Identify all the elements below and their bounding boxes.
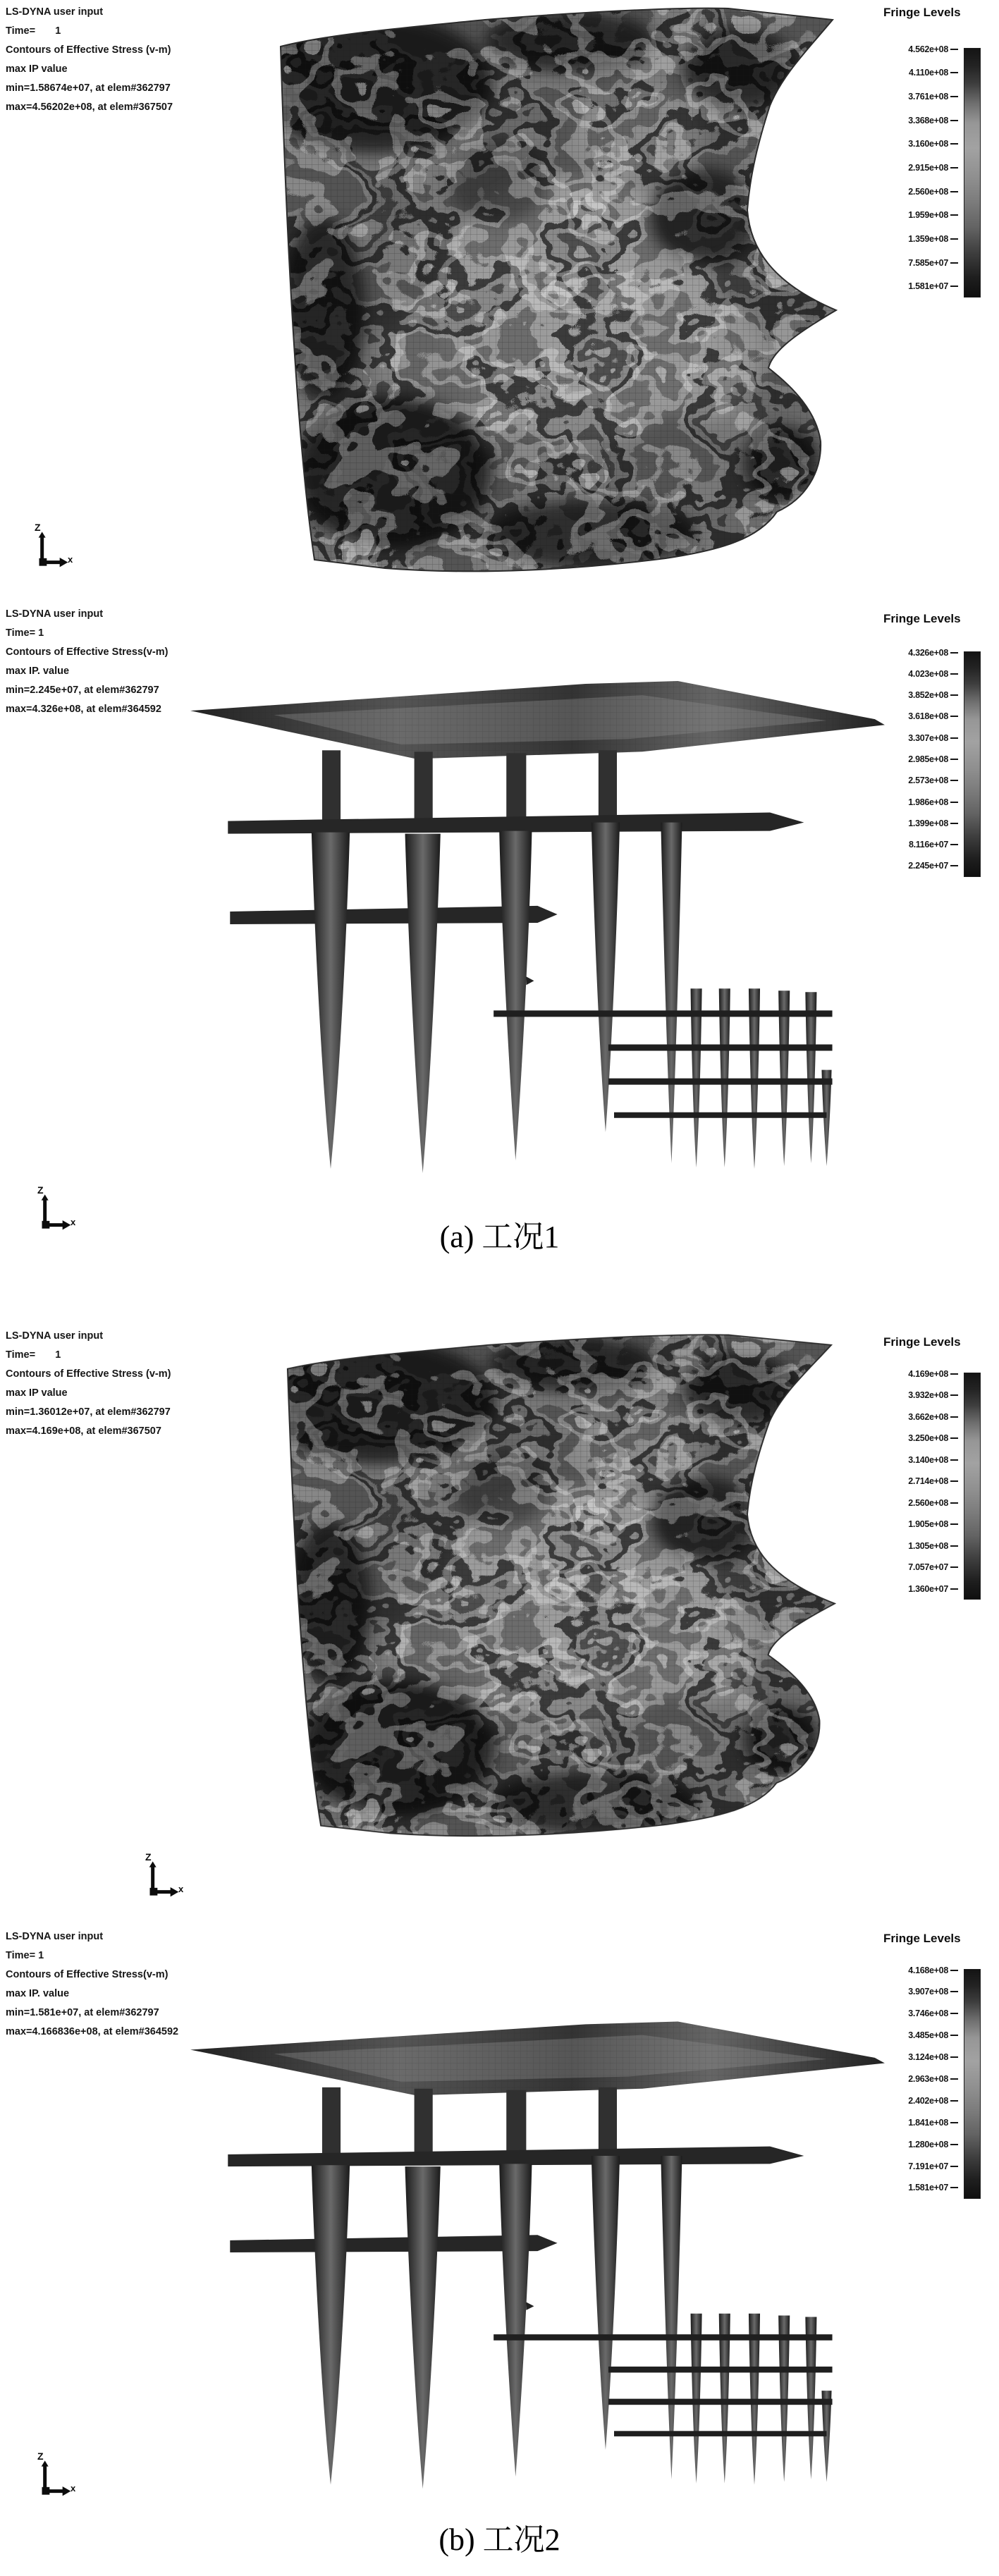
axis-triad-4 bbox=[37, 2452, 80, 2504]
annotation-block-3 bbox=[6, 1327, 245, 1441]
fringe-level-value: 1.905e+08 bbox=[908, 1519, 948, 1529]
fringe-level-value: 1.399e+08 bbox=[908, 818, 948, 828]
fringe-level-row bbox=[883, 1540, 958, 1551]
fringe-level-row bbox=[883, 91, 958, 102]
fringe-level-row bbox=[883, 162, 958, 173]
fringe-level-row bbox=[883, 818, 958, 828]
fringe-level-value: 1.986e+08 bbox=[908, 797, 948, 807]
fringe-level-value: 2.714e+08 bbox=[908, 1476, 948, 1486]
fringe-level-tick-icon bbox=[950, 167, 958, 168]
fringe-level-row bbox=[883, 1583, 958, 1594]
fringe-level-value: 3.250e+08 bbox=[908, 1433, 948, 1443]
pile-stress-model-2 bbox=[189, 2015, 897, 2491]
fringe-level-tick-icon bbox=[950, 2013, 958, 2014]
fringe-level-tick-icon bbox=[950, 2078, 958, 2080]
annotation-line: Time= 1 bbox=[6, 1950, 44, 1961]
fringe-level-value: 3.485e+08 bbox=[908, 2030, 948, 2041]
axis-label-x: x bbox=[71, 2483, 76, 2494]
fringe-level-tick-icon bbox=[950, 2122, 958, 2123]
fringe-level-row bbox=[883, 2095, 958, 2106]
annotation-line: LS-DYNA user input bbox=[6, 608, 104, 620]
fringe-level-tick-icon bbox=[950, 2035, 958, 2036]
fringe-legend-title: Fringe Levels bbox=[883, 612, 961, 625]
axis-label-x: x bbox=[71, 1217, 76, 1227]
fringe-level-tick-icon bbox=[950, 96, 958, 97]
fringe-level-value: 3.618e+08 bbox=[908, 711, 948, 722]
fringe-level-value: 4.023e+08 bbox=[908, 668, 948, 679]
fringe-level-tick-icon bbox=[950, 1991, 958, 1992]
fringe-level-row bbox=[883, 1519, 958, 1530]
fringe-level-value: 1.841e+08 bbox=[908, 2117, 948, 2128]
fringe-legend-2 bbox=[883, 612, 999, 908]
fringe-level-row bbox=[883, 1433, 958, 1444]
axis-triad-icon bbox=[37, 2460, 72, 2498]
fringe-level-row bbox=[883, 711, 958, 722]
annotation-line: min=1.36012e+07, at elem#362797 bbox=[6, 1406, 171, 1418]
axis-label-z: Z bbox=[37, 1184, 44, 1196]
fringe-level-value: 3.761e+08 bbox=[908, 91, 948, 102]
fringe-legend-3 bbox=[883, 1335, 999, 1631]
fringe-level-value: 2.985e+08 bbox=[908, 754, 948, 764]
annotation-line: max=4.56202e+08, at elem#367507 bbox=[6, 102, 173, 113]
fringe-legend-values bbox=[883, 1368, 958, 1594]
fringe-level-row bbox=[883, 234, 958, 245]
fringe-level-tick-icon bbox=[950, 694, 958, 696]
fringe-level-value: 7.057e+07 bbox=[908, 1562, 948, 1572]
fringe-level-value: 3.746e+08 bbox=[908, 2008, 948, 2019]
fringe-level-tick-icon bbox=[950, 823, 958, 824]
fringe-level-row bbox=[883, 44, 958, 54]
fringe-level-value: 2.245e+07 bbox=[908, 861, 948, 871]
axis-label-x: x bbox=[178, 1884, 184, 1894]
fringe-level-value: 3.307e+08 bbox=[908, 732, 948, 743]
fringe-legend-values bbox=[883, 647, 958, 871]
axis-triad-icon bbox=[145, 1861, 180, 1899]
fringe-level-row bbox=[883, 732, 958, 743]
annotation-line: max IP. value bbox=[6, 666, 70, 677]
fringe-level-row bbox=[883, 2030, 958, 2041]
fringe-level-row bbox=[883, 210, 958, 221]
fringe-level-tick-icon bbox=[950, 1459, 958, 1461]
annotation-line: max IP. value bbox=[6, 1988, 70, 1999]
fringe-level-row bbox=[883, 1562, 958, 1573]
axis-label-z: Z bbox=[37, 2451, 44, 2462]
fringe-level-value: 1.959e+08 bbox=[908, 210, 948, 221]
fringe-level-tick-icon bbox=[950, 1373, 958, 1375]
fringe-level-row bbox=[883, 139, 958, 149]
fringe-level-row bbox=[883, 647, 958, 658]
fringe-level-row bbox=[883, 115, 958, 125]
axis-label-z: Z bbox=[35, 522, 41, 533]
axis-triad-icon bbox=[34, 532, 69, 570]
fringe-level-row bbox=[883, 754, 958, 764]
fringe-legend-1 bbox=[883, 6, 999, 302]
axis-label-z: Z bbox=[145, 1851, 152, 1863]
fringe-level-value: 1.359e+08 bbox=[908, 234, 948, 244]
fringe-level-row bbox=[883, 186, 958, 197]
fringe-level-tick-icon bbox=[950, 238, 958, 240]
fringe-level-tick-icon bbox=[950, 1480, 958, 1482]
hull-stress-model-1 bbox=[274, 6, 838, 584]
fringe-level-row bbox=[883, 1411, 958, 1422]
fringe-colorbar bbox=[964, 48, 981, 298]
fringe-level-tick-icon bbox=[950, 1588, 958, 1590]
fringe-level-row bbox=[883, 2073, 958, 2084]
fringe-level-value: 3.124e+08 bbox=[908, 2052, 948, 2063]
fringe-level-value: 3.932e+08 bbox=[908, 1390, 948, 1400]
fringe-level-value: 2.915e+08 bbox=[908, 162, 948, 173]
annotation-line: LS-DYNA user input bbox=[6, 1330, 104, 1342]
fringe-level-tick-icon bbox=[950, 865, 958, 866]
fringe-level-row bbox=[883, 1497, 958, 1508]
fringe-level-tick-icon bbox=[950, 802, 958, 803]
fringe-level-row bbox=[883, 2161, 958, 2171]
fringe-level-tick-icon bbox=[950, 759, 958, 760]
annotation-line: min=1.581e+07, at elem#362797 bbox=[6, 2007, 159, 2018]
fringe-level-tick-icon bbox=[950, 191, 958, 192]
fringe-level-value: 3.160e+08 bbox=[908, 139, 948, 149]
fringe-level-tick-icon bbox=[950, 1394, 958, 1396]
fringe-level-value: 7.191e+07 bbox=[908, 2161, 948, 2171]
fringe-level-value: 3.852e+08 bbox=[908, 690, 948, 701]
fringe-level-tick-icon bbox=[950, 2100, 958, 2102]
fringe-legend-4 bbox=[883, 1932, 999, 2228]
fringe-level-value: 1.305e+08 bbox=[908, 1540, 948, 1551]
annotation-line: max=4.166836e+08, at elem#364592 bbox=[6, 2026, 179, 2037]
fringe-level-row bbox=[883, 257, 958, 268]
fringe-level-value: 3.662e+08 bbox=[908, 1411, 948, 1422]
fringe-level-row bbox=[883, 2139, 958, 2149]
fringe-level-value: 2.573e+08 bbox=[908, 775, 948, 786]
fringe-level-value: 1.581e+07 bbox=[908, 281, 948, 292]
fringe-level-tick-icon bbox=[950, 262, 958, 264]
fringe-legend-values bbox=[883, 44, 958, 292]
fringe-level-value: 2.402e+08 bbox=[908, 2095, 948, 2106]
fringe-colorbar bbox=[964, 1373, 981, 1600]
fringe-level-value: 2.963e+08 bbox=[908, 2073, 948, 2084]
fringe-level-tick-icon bbox=[950, 844, 958, 845]
fringe-level-value: 1.581e+07 bbox=[908, 2183, 948, 2193]
fringe-level-tick-icon bbox=[950, 780, 958, 781]
fringe-level-value: 3.368e+08 bbox=[908, 115, 948, 125]
fringe-level-value: 1.360e+07 bbox=[908, 1583, 948, 1594]
fringe-level-row bbox=[883, 2052, 958, 2063]
fringe-level-row bbox=[883, 861, 958, 871]
fringe-level-tick-icon bbox=[950, 1523, 958, 1525]
fringe-level-value: 2.560e+08 bbox=[908, 1497, 948, 1508]
fringe-level-tick-icon bbox=[950, 673, 958, 675]
fringe-level-value: 4.168e+08 bbox=[908, 1965, 948, 1975]
annotation-block-1 bbox=[6, 3, 245, 117]
fringe-level-tick-icon bbox=[950, 652, 958, 654]
hull-stress-model-2 bbox=[281, 1332, 836, 1847]
fringe-level-tick-icon bbox=[950, 120, 958, 121]
annotation-line: LS-DYNA user input bbox=[6, 1931, 104, 1942]
annotation-line: Time= 1 bbox=[6, 1349, 61, 1361]
fringe-level-value: 4.326e+08 bbox=[908, 647, 948, 658]
annotation-line: LS-DYNA user input bbox=[6, 6, 104, 18]
fringe-level-value: 3.140e+08 bbox=[908, 1454, 948, 1465]
fringe-level-tick-icon bbox=[950, 214, 958, 216]
annotation-line: Contours of Effective Stress (v-m) bbox=[6, 44, 171, 56]
caption-a: (a) 工况1 bbox=[439, 1220, 560, 1254]
fringe-level-tick-icon bbox=[950, 1437, 958, 1439]
annotation-line: min=1.58674e+07, at elem#362797 bbox=[6, 82, 171, 94]
fringe-level-value: 4.169e+08 bbox=[908, 1368, 948, 1379]
fringe-level-row bbox=[883, 1987, 958, 1997]
axis-label-x: x bbox=[68, 554, 73, 565]
fringe-level-row bbox=[883, 797, 958, 807]
fringe-level-row bbox=[883, 1454, 958, 1465]
fringe-level-tick-icon bbox=[950, 2166, 958, 2167]
annotation-line: Contours of Effective Stress (v-m) bbox=[6, 1368, 171, 1380]
fringe-level-tick-icon bbox=[950, 1566, 958, 1568]
annotation-line: max=4.169e+08, at elem#367507 bbox=[6, 1425, 161, 1437]
fringe-level-row bbox=[883, 1965, 958, 1975]
fringe-level-row bbox=[883, 668, 958, 679]
annotation-line: Time= 1 bbox=[6, 25, 61, 37]
annotation-line: min=2.245e+07, at elem#362797 bbox=[6, 685, 159, 696]
annotation-line: max IP value bbox=[6, 1387, 68, 1399]
pile-stress-model-1 bbox=[189, 674, 897, 1176]
fringe-level-row bbox=[883, 1390, 958, 1401]
annotation-line: Time= 1 bbox=[6, 627, 44, 639]
fringe-level-tick-icon bbox=[950, 1502, 958, 1504]
fringe-colorbar bbox=[964, 1969, 981, 2199]
fringe-level-row bbox=[883, 2117, 958, 2128]
fringe-level-tick-icon bbox=[950, 143, 958, 145]
fringe-level-row bbox=[883, 690, 958, 701]
fringe-legend-title: Fringe Levels bbox=[883, 6, 961, 19]
fringe-level-tick-icon bbox=[950, 2144, 958, 2145]
axis-triad-3 bbox=[145, 1853, 188, 1905]
fringe-legend-title: Fringe Levels bbox=[883, 1335, 961, 1349]
fringe-colorbar bbox=[964, 651, 981, 877]
fringe-level-row bbox=[883, 775, 958, 786]
fringe-level-tick-icon bbox=[950, 286, 958, 287]
fringe-level-tick-icon bbox=[950, 737, 958, 739]
axis-triad-1 bbox=[34, 523, 78, 575]
fringe-level-value: 4.562e+08 bbox=[908, 44, 948, 54]
fringe-level-tick-icon bbox=[950, 2056, 958, 2058]
fringe-level-row bbox=[883, 1476, 958, 1487]
fringe-level-tick-icon bbox=[950, 716, 958, 717]
fringe-level-value: 2.560e+08 bbox=[908, 186, 948, 197]
fringe-level-row bbox=[883, 2183, 958, 2193]
fringe-level-tick-icon bbox=[950, 2187, 958, 2188]
fringe-level-value: 7.585e+07 bbox=[908, 257, 948, 268]
annotation-line: max IP value bbox=[6, 63, 68, 75]
fringe-level-row bbox=[883, 1368, 958, 1379]
annotation-line: max=4.326e+08, at elem#364592 bbox=[6, 704, 161, 715]
fringe-level-tick-icon bbox=[950, 1970, 958, 1971]
fringe-level-row bbox=[883, 840, 958, 850]
annotation-line: Contours of Effective Stress(v-m) bbox=[6, 1969, 168, 1980]
fringe-level-value: 4.110e+08 bbox=[908, 68, 948, 78]
fringe-legend-title: Fringe Levels bbox=[883, 1932, 961, 1945]
fringe-level-row bbox=[883, 68, 958, 78]
fringe-level-value: 3.907e+08 bbox=[908, 1987, 948, 1997]
annotation-line: Contours of Effective Stress(v-m) bbox=[6, 646, 168, 658]
fringe-level-tick-icon bbox=[950, 72, 958, 73]
fringe-level-value: 8.116e+07 bbox=[908, 840, 948, 850]
fringe-level-row bbox=[883, 281, 958, 292]
fringe-level-tick-icon bbox=[950, 1545, 958, 1547]
caption-b: (b) 工况2 bbox=[439, 2522, 560, 2557]
fringe-level-row bbox=[883, 2008, 958, 2019]
fringe-level-tick-icon bbox=[950, 1416, 958, 1418]
fringe-legend-values bbox=[883, 1965, 958, 2193]
fringe-level-value: 1.280e+08 bbox=[908, 2139, 948, 2149]
fringe-level-tick-icon bbox=[950, 49, 958, 50]
